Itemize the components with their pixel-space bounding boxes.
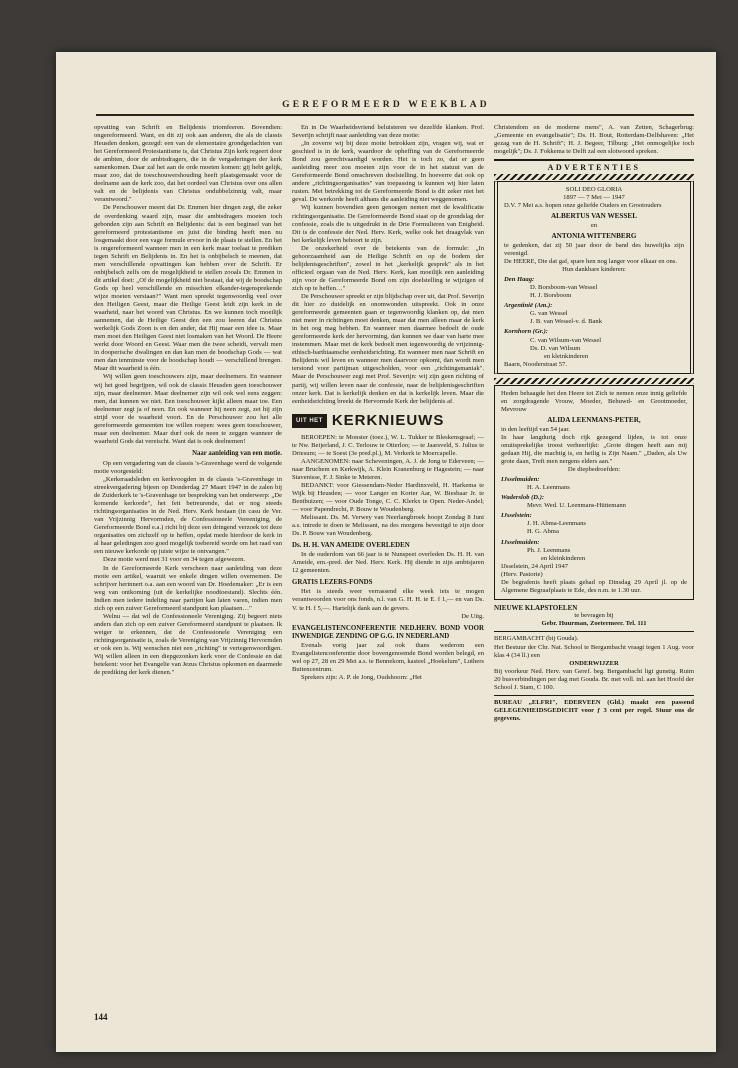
- subheading: Naar aanleiding van een motie.: [192, 449, 282, 457]
- paragraph: De onzekerheid over de betekenis van de formule: „In gehoorzaamheid aan de Heilige Schrift en op de bodem der belijdenisgeschriften", zowel in het „kerkelijk gesprek" als in het officieel orgaan van de Ned. Herv. Kerk, kan moeilijk een aanleiding zijn voor de Gereformeerde Bond om zijn doelstelling te wijzigen of zich op te heffen…": [292, 244, 484, 292]
- ad-line: De diepbedroefden:: [567, 466, 621, 474]
- onderwijzer-ad: [494, 635, 694, 691]
- paragraph: En in De Waarheidsvriend beluisteren we dezelfde klanken. Prof. Severijn schrijft naar aanleiding van deze motie:: [292, 124, 484, 140]
- ad-name: ALIDA LEENMANS-PETER,: [547, 415, 641, 424]
- ad-line: in den leeftijd van 54 jaar.: [501, 425, 570, 433]
- ad-place: Den Haag:: [504, 276, 535, 284]
- divider: [494, 695, 694, 697]
- paragraph: De Perschouwer spreekt er zijn blijdschap over uit, dat Prof. Severijn dit hier zo duidelijk en onomwonden uitspreekt. Ook in onze gereformeerde gemeenten gaan er tegenwoordig klanken op, dat men niet meer in richtingen moet denken, maar dat men alleen maar de kerk in het oog mag hebben. En wanneer men daarmee bedoelt de oude gereformeerde kerk der hervorming, dan kunnen we daar van harte mee instemmen. Maar met de kerk bedoelt men tegenwoordig de vrijzinnig-ethisch-barthiaansche eenheidsrichting. En wanneer men naar Schrift en Belijdenis wil leven en wanneer men daarvoor opkomt, dan wordt men terstond voor partijman uitgescholden, voor een „richtingsmaniak". Maar de Perschouwer zegt met Prof. Severijn: wij zijn geen richting of partij, wij willen leven naar de confessie, naar de belijdenisgeschriften onzer kerk. Dat is kerkelijk denken en dat is kerkelijk leven. Maar die eenheidsrichting breekt de Hervormde Kerk der belijdenis af.: [292, 292, 484, 405]
- paragraph: In de Gereformeerde Kerk verscheen naar aanleiding van deze motie een artikel, waaruit we enkele dingen willen overnemen. De schrijver herinnert o.a. aan een woord van Dr. Hoedemaker: „Er is een weg van ontkoming (uit de kerkelijke noodtoestand). Slechts één. Indien men iedere indeling naar partijen kan laten varen, indien men zich op een zuiver Gereformeerd standpunt kan plaatsen…": [94, 564, 282, 612]
- paragraph: Wij willen geen toeschouwers zijn, maar deelnemers. En wanneer wij het goed begrijpen, wil ook de classis Heusden geen toeschouwer zijn, maar deelnemer. Maar deelnemer zijn wil ook wel eens zeggen: men, dat kunnen we niet. Een toeschouwer kijkt alleen maar toe. Een deelnemer zegt ja of neen. En ook wanneer hij neen zegt, zet hij zijn strijd voor de waarheid voort. En de Perschouwer zou het alle gereformeerde gemeenten toe willen roepen: wees geen toeschouwer, maar een deelnemer. Maar durf ook de neen te zeggen wanneer de waarheid Gods dat vereischt. Want dat is ook deelnemen!: [94, 373, 282, 445]
- kerknieuws-prefix: UIT HET: [292, 414, 327, 428]
- paragraph: opvatting van Schrift en Belijdenis triomfeeren. Bovendien: ongereformeerd. Want, en dit zij ook aan anderen, die als de classis Heusden denken, gezegd: een van de elementaire grondgedachten van het Gereformeerd Protestantisme is, dat Christus Zijn kerk regeert door de ambten, door de ambtsdragers, die in de vergaderingen der kerk samenkomen. Daar zal het aan de orde moeten komen: gij hebt gelijk, maar zoo, dat de toeschouwershouding heeft plaatsgemaakt voor de deelname aan de kerk zoo, dat het oordeel van Christus over ons allen valt en de belijdenis van Christus ondubbelzinnig valt, maar verantwoord.": [94, 124, 282, 204]
- ad-place: Waderslob (D.):: [501, 494, 545, 502]
- ad-line: D.V. 7 Mei a.s. hopen onze geliefde Ouders en Grootouders: [504, 201, 662, 209]
- section-heading: GRATIS LEZERS-FONDS: [292, 579, 373, 587]
- ad-line: De begrafenis heeft plaats gehad op Dinsdag 29 April jl. op de Algemene Begraafplaats te Ede, des n.m. te 1.30 uur.: [501, 578, 687, 594]
- header-rule: [96, 114, 694, 116]
- ad-line: Ds. D. van Wilsum: [530, 344, 581, 352]
- ad-place: Kornhorn (Gr.):: [504, 328, 548, 336]
- ad-place: IJsselmuiden:: [501, 476, 540, 484]
- ad-line: G. van Wessel: [530, 310, 568, 318]
- ad-line: IJsselstein, 24 April 1947: [501, 562, 569, 570]
- ad-line: C. van Wilsum-van Wessel: [530, 336, 602, 344]
- ad-line: te gedenken, dat zij 50 jaar door de band des huwelijks zijn verenigd.: [504, 242, 684, 258]
- obituary-ad: [494, 385, 694, 600]
- ad-line: Baarn, Nooderstraat 57.: [504, 360, 567, 368]
- ad-line: te bevragen bij: [574, 611, 614, 619]
- ad-line: H. J. Borsboom: [530, 292, 572, 300]
- section-heading: EVANGELISTENCONFERENTIE NED.HERV. BOND VOOR INWENDIGE ZENDING OP G.G. IN NEDERLAND: [292, 624, 484, 640]
- kerknieuws-title: KERKNIEUWS: [331, 411, 445, 429]
- ad-line: en kleinkinderen: [541, 554, 586, 562]
- klapstoelen-ad: [494, 604, 694, 628]
- paragraph: Evenals vorig jaar zal ook thans wederom een Evangelistenconferentie door bovengenoemde Bond worden belegd, en wel op 27, 28 en 29 Mei a.s. te Bennekom, kasteel „Hoekelum", Luthers Buitencentrum.: [292, 641, 484, 673]
- ad-line: 1897 — 7 Mei — 1947: [563, 193, 625, 201]
- kerknieuws-heading: [292, 411, 484, 429]
- column-3: [494, 124, 694, 1008]
- elfri-ad: BUREAU „ELFRI", EDERVEEN (Gld.) maakt een passend GELEGENHEIDSGEDICHT voor ƒ 3 cent per regel. Stuur ons de gegevens.: [494, 699, 694, 723]
- ad-heading: ONDERWIJZER: [569, 659, 619, 667]
- paragraph: In de ouderdom van 66 jaar is te Nunspeet overleden Ds. H. H. van Ameide, em.-pred. der Ned. Herv. Kerk. Hij diende in zijn ambtsjaren 12 gemeenten.: [292, 551, 484, 575]
- paragraph: Wij kunnen bovendien geen genoegen nemen met de kwalificatie richtingsorganisatie. De Gereformeerde Bond staat op de grondslag der confessie, zoals die is uitgedrukt in de Drie Formulieren van Enigheid. Dit is de confessie der Ned. Herv. Kerk, welke ook het draagvlak van het kerkelijk leven behoort te zijn.: [292, 204, 484, 244]
- ad-line: (Herv. Pastorie): [501, 570, 543, 578]
- ad-line: J. B. van Wessel-v. d. Bank: [530, 318, 602, 326]
- ad-line: Het Bestuur der Chr. Nat. School te Bergambacht vraagt tegen 1 Aug. voor klas 4 (34 ll.) een: [494, 643, 694, 659]
- paragraph: „In zoverre wij bij deze motie betrokken zijn, vragen wij, wat er geschied is in de kerk, waardoor de opheffing van de Gereformeerde Bond zou gerechtvaardigd worden. Het is toch zo, dat er geen aanleiding meer zou moeten zijn voor de in het statuut van de Gereformeerde Bond omschreven doelstelling. In hoeverre dat ook op andere „richtingsorganisaties" van toepassing is kunnen wij hier laten rusten. Met betrekking tot de Gereformeerde Bond is dit zeker niet het geval. De werkorde heeft althans die aanleiding niet weggenomen.: [292, 140, 484, 204]
- section-heading: Ds. H. H. VAN AMEIDE OVERLEDEN: [292, 542, 410, 550]
- signature: De Uitg.: [461, 612, 484, 620]
- ad-line: Ph. J. Leenmans: [527, 546, 571, 554]
- paragraph: Het is steeds weer verrassend elke week iets te mogen verantwoorden voor ons fonds, n.l. van G. H. H. te E. f 1,— en van Ds. V. te H. f 5,—. Hartelijk dank aan de gevers.: [292, 588, 484, 612]
- ad-line: SOLI DEO GLORIA: [565, 185, 623, 193]
- paragraph: Melissant. Ds. M. Verwey van Neerlangbroek hoopt Zondag 8 Juni a.s. intrede te doen te Melissant, na des morgens bevestigd te zijn door Ds. P. Bouw van Woudenberg.: [292, 514, 484, 538]
- ad-line: Gebr. Huurman, Zoetermeer. Tel. 111: [541, 619, 647, 627]
- paragraph: AANGENOMEN: naar Scheveningen, A. J. de Jong te Ederveen; — naar Bruchem en Kerkwijk, A. Klein Kranenburg te Hagestein; — naar Stavenisse, F. J. Sinke te Meteren.: [292, 457, 484, 481]
- column-2: [292, 124, 484, 1008]
- paragraph: Sprekers zijn: A. P. de Jong, Oudshoorn: „Het: [301, 673, 422, 681]
- paragraph: Deze motie werd met 31 voor en 34 tegen afgewezen.: [103, 556, 246, 564]
- advertenties-title: ADVERTENTIES: [547, 162, 641, 172]
- ad-line: en: [590, 221, 598, 229]
- ad-line: J. H. Abma-Leenmans: [527, 520, 586, 528]
- decorative-border: [494, 174, 694, 180]
- paragraph: BEDANKT: voor Giessendam-Neder Hardinxveld, H. Harkema te Wijk bij Heusden; — voor Langer en Korter Aar, W. Biesbaar Jr. te Bentbuizen; — voor Oude Tonge, C. C. Klerkx te Open. Neder-Andel; — voor Papendrecht, P. Bouw te Woudenberg.: [292, 481, 484, 514]
- column-1: [94, 124, 282, 1008]
- page: [56, 52, 716, 1052]
- ad-heading: NIEUWE KLAPSTOELEN: [494, 603, 578, 612]
- ad-line: In haar langdurig doch rijk gezegend lijden, is tot onze onuitsprekelijke troost verheerlijkt: „Grote dingen heeft aan mij gedaan Hij, die machtig is, en heilig is Zijn Naam." „Daden, als Uw grote daan, Treft men nergens elders aan.": [501, 433, 687, 466]
- ad-name: ALBERTUS VAN WESSEL: [550, 211, 638, 220]
- paragraph: Christendom en de moderne mens", A. van Zetten, Schagerbrug: „Gemeente en evangelisatie"; Ds. H. Bout, Rotterdam-Delfshaven: „Het gezag van de H. Schrift"; H. J. Begeer, Tilburg: „Het onmogelijke toch mogelijk"; Ds. J. Fokkema te Delft zal een slotwoord spreken.: [494, 124, 694, 156]
- ad-heading: BERGAMBACHT (bij Gouda).: [494, 635, 579, 643]
- ad-place: IJsselstein:: [501, 512, 532, 520]
- divider: [494, 631, 694, 633]
- decorative-border: [494, 378, 694, 384]
- ad-name: ANTONIA WITTENBERG: [551, 231, 637, 240]
- ad-line: Bij voorkeur Ned. Herv. van Geref. beg. Bergambacht ligt gunstig. Ruim 20 busverbindingen per dag met Gouda. Br. met voll. inl. aan het Hoofd der School J. Stam, C 100.: [494, 667, 694, 691]
- ad-line: Heden behaagde het den Heere tot Zich te nemen onze innig geliefde en zorgdragende Vrouw, Moeder, Behuwd- en Grootmoeder, Mevrouw: [501, 389, 687, 413]
- ad-line: Hun dankbare kinderen:: [562, 266, 626, 274]
- paragraph: BEROEPEN: te Monster (toez.), W. L. Tukker te Bleskensgraaf; — te Nw. Beijerland, J. C. Terlouw te Otterloo; — te Jaarsveld, S. Julius te Driesum; — te Soest (3e pred.pl.), M. Verkerk te Moercapelle.: [292, 433, 484, 457]
- paragraph: Welnu — dat wil de Confessioneele Vereniging. Zij begeert niets anders dan zich op een zuiver Gereformeerd standpunt te plaatsen. Ik weiger te erkennen, dat de Confessionele Vereniging een richtingsorganisatie is, zoals de Vereniging van Vrijzinnig Hervormden er ook een is. Wij wenschen niet een „richting" te vertegenwoordigen. Wij willen alleen in een diepgezonken kerk voor de Confessie en dat betekent: voor het Evangelie van Jezus Christus opkomen en daarmede de prediking der kerk dienen.": [94, 612, 282, 677]
- paragraph: De Perschouwer meent dat Dr. Emmen hier dingen zegt, die zeker de overdenking waard zijn, maar die ambtsdragers moeten toch gebonden zijn aan Schrift en Belijdenis: dat is een beginsel van het gereformeerd protestantisme en juist die binding heeft men nu losgemaakt door een vage formule ervoor in de plaats te stellen. En het is ongereformeerd wanneer men in een kerk maar toelaat te prediken tegen Schrift en Belijdenis in. En het is onbijbelsch te meenen, dat men verschillende opvattingen kan hebben over de Schrift. Er onbijbelsch zelfs om de mogelijkheid te stellen zooals Dr. Emmen in dit artikel doet: „Of de mogelijkheid niet bestaat, dat wij de boodschap Gods op heel verschillende en misschien elkander-tegensprekende wijze moeten verstaan?" Want men spreekt tegenwoordig veel over den Heiligen Geest, maar die Heilige Geest leidt zijn kerk in de waarheid, naar het woord van Christus. En we kunnen toch moeilijk aannemen, dat de Heilige Geest den een zou leeren dat Christus werkelijk Gods Zoon is en den ander, dat Hij maar een idee is. Maar men moet den Heiligen Geest niet losmaken van het Woord. De Heere werkt door Woord en Geest. Waar men die twee scheidt, vervalt men in dooperische dwalingen en dan kan men de boodschap Gods — wat men dan tenminste voor de boodschap houdt — verschillend brengen. Maar dit waarheid is één.: [94, 204, 282, 373]
- ad-line: De HEERE, Die dat gaf, spare hen nog langer voor elkaar en ons.: [504, 258, 678, 266]
- ad-place: Argentinië (Am.):: [504, 302, 553, 310]
- ad-line: H. A. Leenmans: [527, 484, 570, 492]
- running-header: GEREFORMEERD WEEKBLAD: [282, 100, 490, 110]
- divider: [494, 159, 694, 161]
- ad-line: D. Borsboom-van Wessel: [530, 284, 598, 292]
- ad-line: H. G. Abma: [527, 528, 559, 536]
- ad-place: IJsselmuiden:: [501, 538, 540, 546]
- ad-line: Mevr. Wed. U. Leenmans-Hüttemann: [527, 502, 626, 510]
- paragraph: „Kerkeraadsleden en kerkvoogden in de classis 's-Gravenhage in streekvergadering bijeen op Donderdag 27 Maart 1947 in de zalen bij de Zuiderkerk te 's-Gravenhage ter bespreking van het onderwerp: „De komende kerkorde", het feit betreurende, dat er nog steeds richtingsorganisaties in de Ned. Herv. Kerk bestaan (in casu de Ver. van Vrijzinnig Hervormden, de Confessioneele Vereeniging, de Gereformeerde Bond e.a.) richt bij deze een dringend verzoek tot deze organisaties om zichzelf op te heffen, opdat mede hierdoor de kerk in al haar geledingen zoo goed mogelijk toebereid worde om het raad van een nieuwe kerkorde op juiste wijze te ontvangen.": [94, 476, 282, 556]
- paragraph: Op een vergadering van de classis 's-Gravenhage werd de volgende motie voorgesteld:: [94, 459, 282, 475]
- ad-line: en kleinkinderen: [544, 352, 589, 360]
- anniversary-ad: [494, 181, 694, 374]
- page-number: 144: [94, 1012, 108, 1022]
